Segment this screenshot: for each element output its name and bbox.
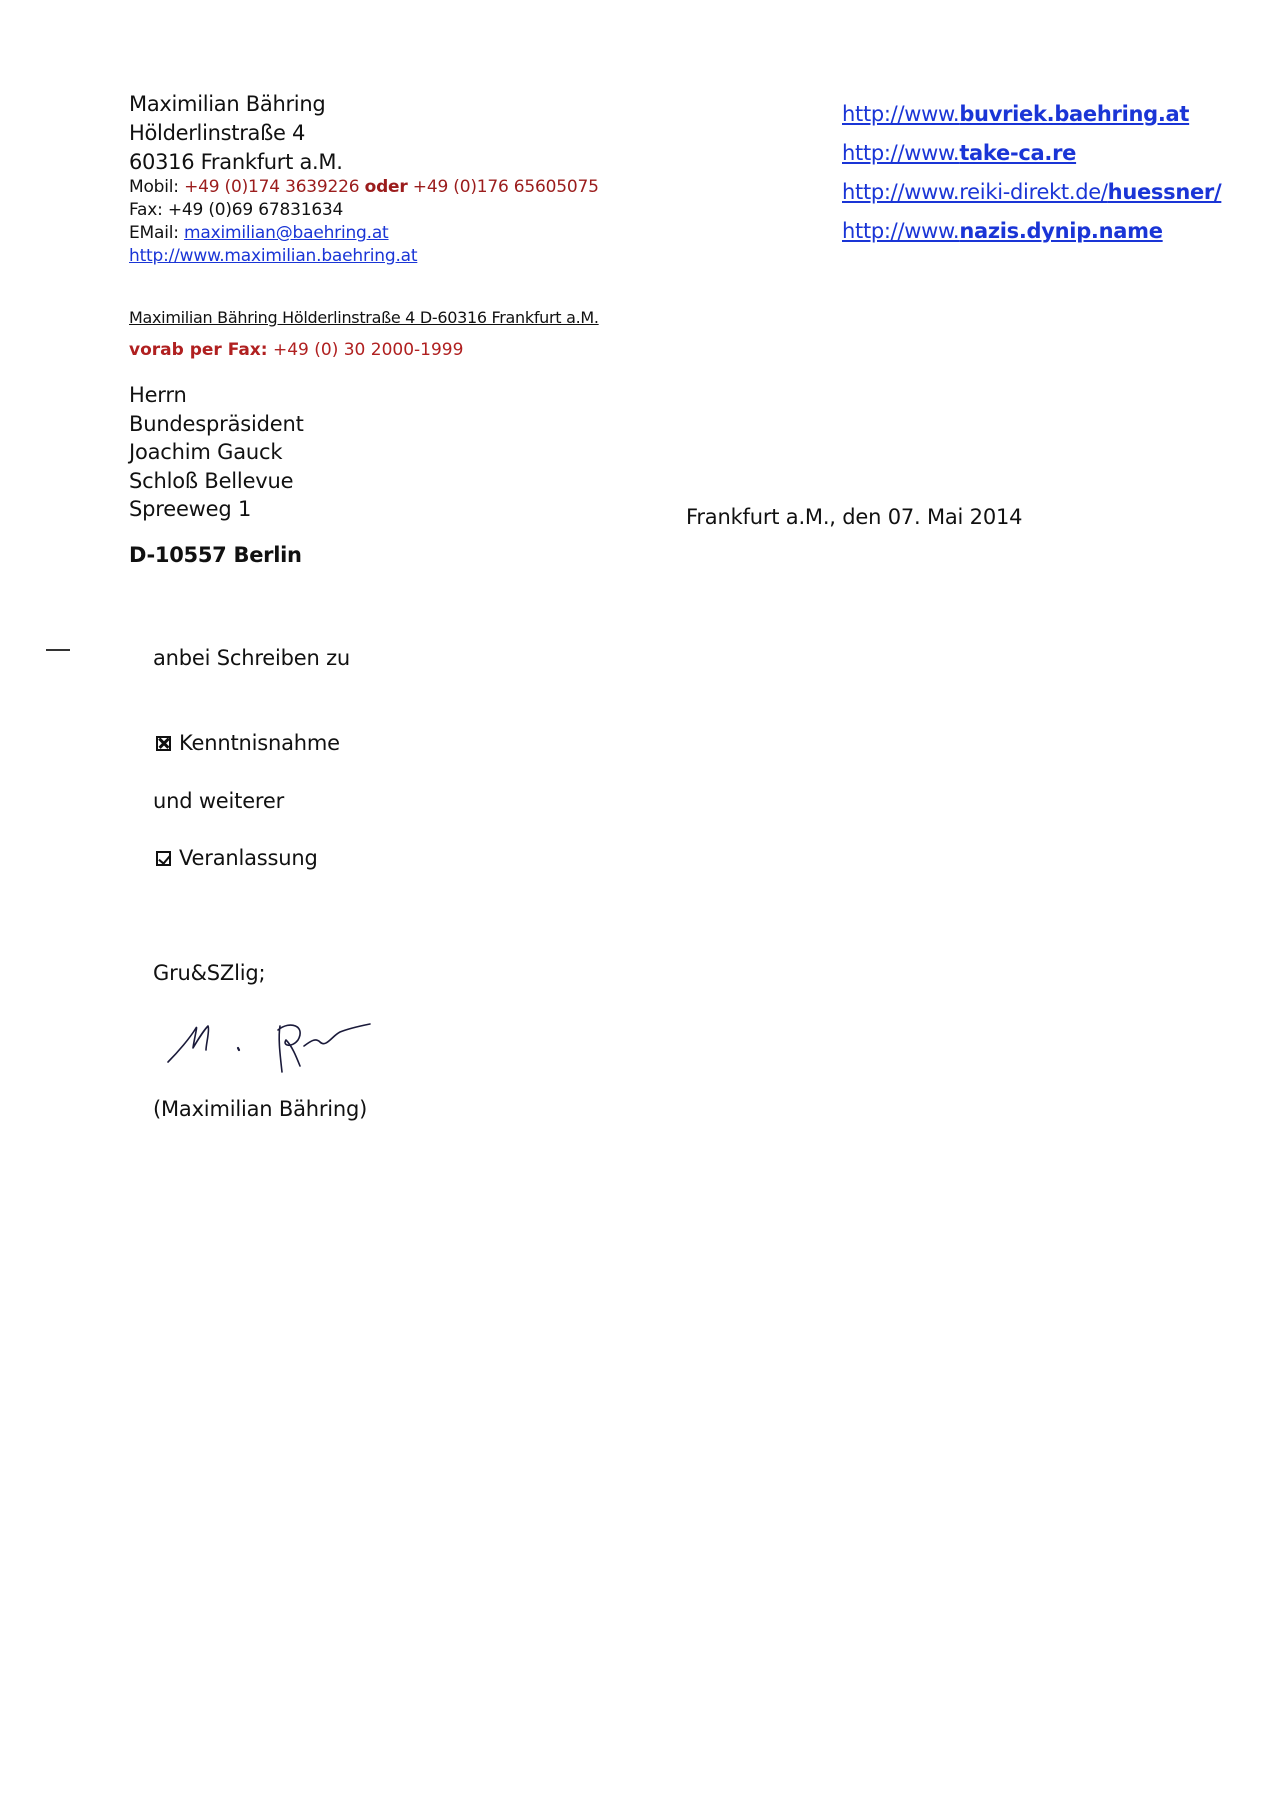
vorab-line bbox=[129, 340, 463, 360]
recipient-city: D-10557 Berlin bbox=[129, 543, 302, 567]
sender-city: 60316 Frankfurt a.M. bbox=[129, 150, 343, 174]
fax-label: Fax: bbox=[129, 200, 163, 220]
kenntnis-label: Kenntnisnahme bbox=[179, 731, 340, 755]
link-reiki-prefix: http://www.reiki-direkt.de/ bbox=[842, 180, 1108, 204]
fax-number: +49 (0)69 67831634 bbox=[167, 200, 344, 220]
date-line: Frankfurt a.M., den 07. Mai 2014 bbox=[686, 505, 1023, 529]
recipient-line-5: Spreeweg 1 bbox=[129, 497, 252, 521]
recipient-line-1: Herrn bbox=[129, 383, 187, 407]
greeting: Gru&SZlig; bbox=[153, 961, 266, 985]
website-link[interactable]: http://www.maximilian.baehring.at bbox=[129, 246, 418, 266]
recipient-line-4: Schloß Bellevue bbox=[129, 469, 294, 493]
sender-name: Maximilian Bähring bbox=[129, 92, 326, 116]
website-line bbox=[129, 246, 417, 266]
checkbox-x-icon bbox=[156, 736, 171, 751]
veranlassung-label: Veranlassung bbox=[179, 846, 318, 870]
body-und: und weiterer bbox=[153, 789, 285, 813]
link-buvriek[interactable] bbox=[842, 102, 1189, 126]
email-line bbox=[129, 223, 389, 243]
recipient-line-2: Bundespräsident bbox=[129, 412, 304, 436]
link-nazis-prefix: http://www. bbox=[842, 219, 960, 243]
vorab-label: vorab per Fax: bbox=[129, 340, 268, 360]
signature-name: (Maximilian Bähring) bbox=[153, 1097, 368, 1121]
fax-line bbox=[129, 200, 343, 220]
checkbox-check-icon bbox=[156, 851, 171, 866]
link-buvriek-prefix: http://www. bbox=[842, 102, 960, 126]
link-take-care-prefix: http://www. bbox=[842, 141, 960, 165]
mobil-oder: oder bbox=[364, 177, 408, 197]
link-reiki-bold: huessner/ bbox=[1107, 180, 1222, 204]
mobil-number-1: +49 (0)174 3639226 bbox=[184, 177, 360, 197]
email-link[interactable]: maximilian@baehring.at bbox=[184, 223, 389, 243]
fold-mark bbox=[46, 649, 70, 651]
kenntnis-row bbox=[156, 731, 340, 755]
sender-street: Hölderlinstraße 4 bbox=[129, 121, 306, 145]
mobil-line bbox=[129, 177, 599, 197]
link-nazis[interactable] bbox=[842, 219, 1163, 243]
link-take-care[interactable] bbox=[842, 141, 1076, 165]
link-reiki[interactable] bbox=[842, 180, 1221, 204]
vorab-number: +49 (0) 30 2000-1999 bbox=[272, 340, 464, 360]
link-buvriek-bold: buvriek.baehring.at bbox=[959, 102, 1190, 126]
mobil-label: Mobil: bbox=[129, 177, 179, 197]
veranlassung-row bbox=[156, 846, 318, 870]
body-intro: anbei Schreiben zu bbox=[153, 646, 351, 670]
recipient-line-3: Joachim Gauck bbox=[129, 440, 283, 464]
email-label: EMail: bbox=[129, 223, 179, 243]
signature-image bbox=[160, 1000, 420, 1080]
return-address: Maximilian Bähring Hölderlinstraße 4 D-60316 Frankfurt a.M. bbox=[129, 308, 599, 327]
mobil-number-2: +49 (0)176 65605075 bbox=[412, 177, 599, 197]
link-take-care-bold: take-ca.re bbox=[959, 141, 1077, 165]
link-nazis-bold: nazis.dynip.name bbox=[959, 219, 1163, 243]
